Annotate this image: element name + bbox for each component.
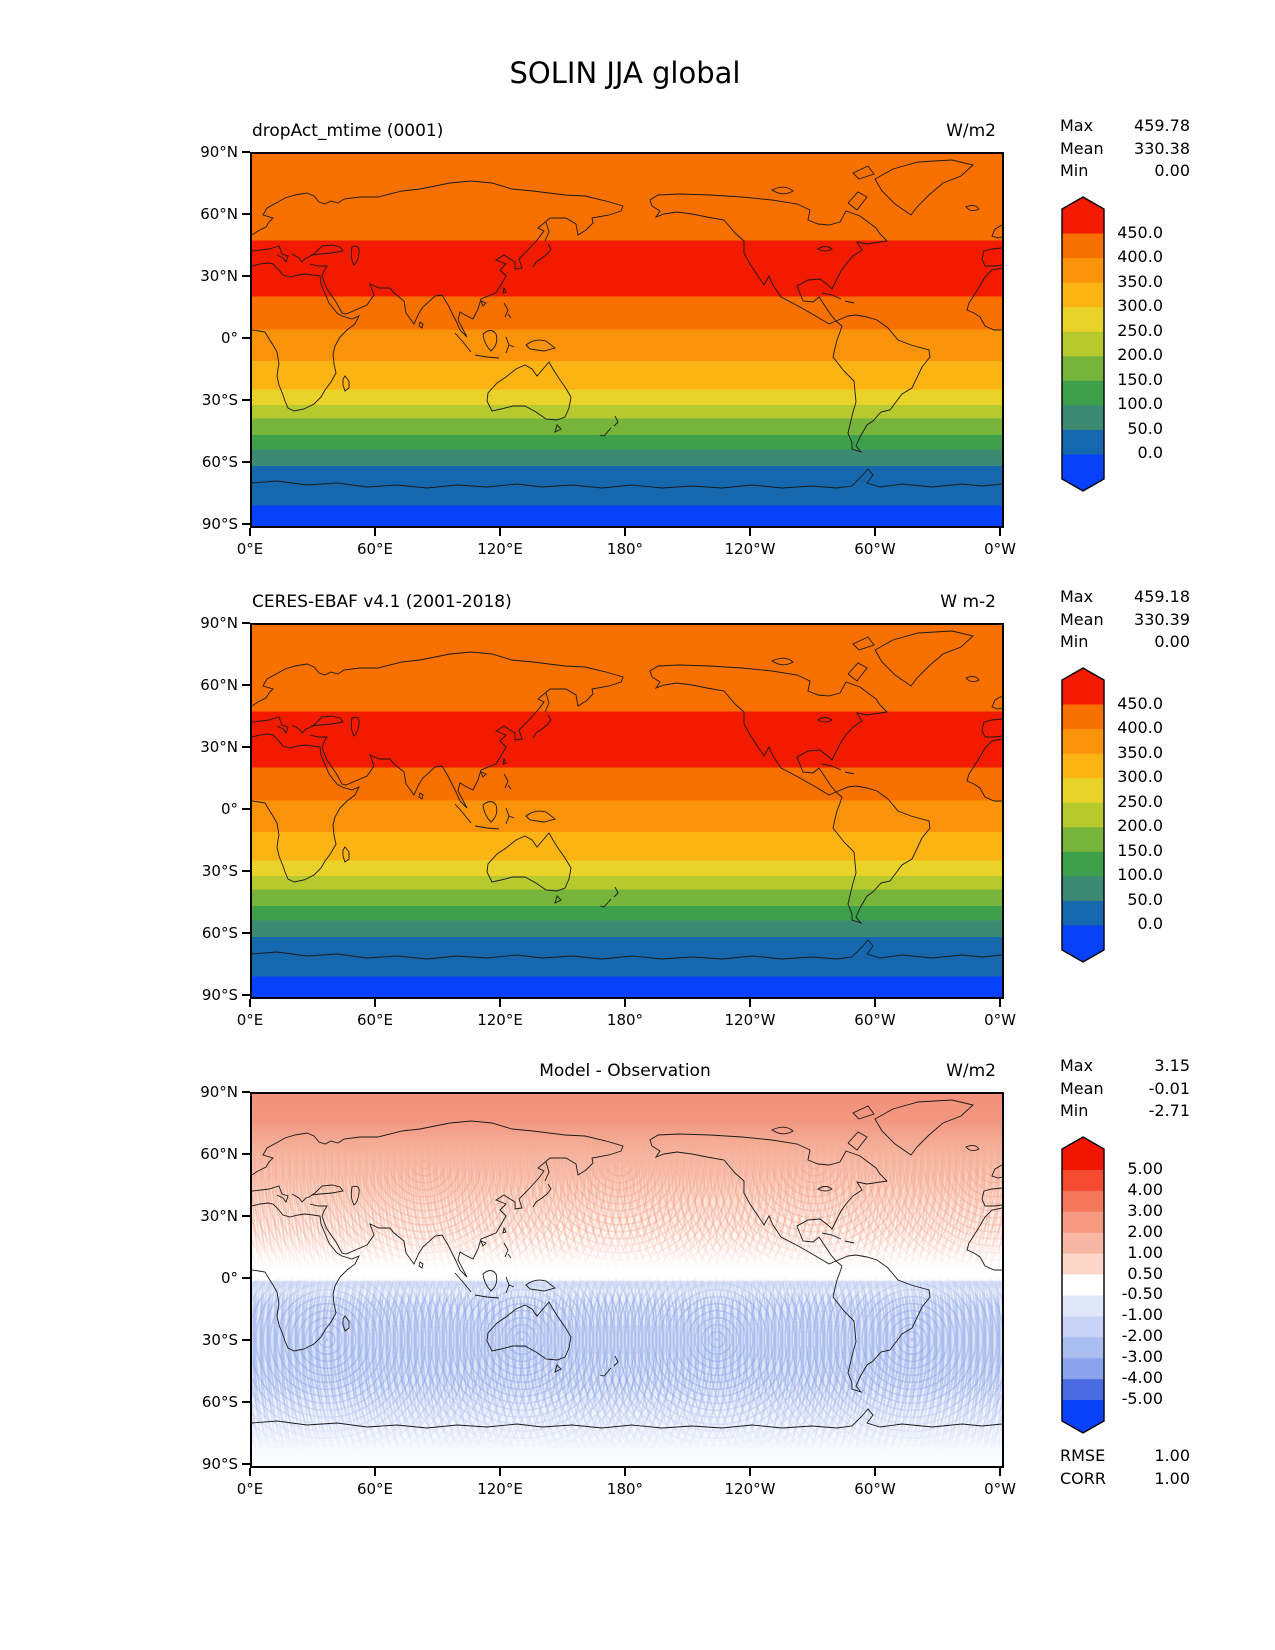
y-tick-label: 90°S [201,1455,238,1473]
y-tick [242,1339,250,1341]
stat-row [1060,138,1190,161]
y-tick-label: 30°S [201,1331,238,1349]
x-tick-label: 120°W [724,1011,776,1029]
colorbar-tick-label: -4.00 [1121,1368,1163,1388]
x-tick-label: 0°W [984,540,1016,558]
stat-row [1060,1055,1190,1078]
x-tick [499,1468,501,1476]
x-tick-label: 60°W [854,1011,896,1029]
stat-label: CORR [1060,1469,1106,1488]
x-tick-label: 0°E [236,1011,264,1029]
stat-value: 459.18 [1134,587,1190,606]
colorbar-tick-label: 250.0 [1117,320,1163,340]
x-tick [499,999,501,1007]
x-tick-label: 60°E [356,1011,394,1029]
y-tick-label: 30°S [201,862,238,880]
y-tick [242,1463,250,1465]
x-tick [249,999,251,1007]
y-tick [242,622,250,624]
colorbar-tick-label: 4.00 [1127,1179,1163,1199]
panel-title: dropAct_mtime (0001) [252,121,444,141]
x-tick-label: 0°E [236,1480,264,1498]
y-tick [242,808,250,810]
stat-label: Mean [1060,609,1104,629]
coastlines [252,625,1002,997]
colorbar-tick-label: 0.0 [1137,443,1163,463]
y-tick-label: 30°N [200,738,238,756]
colorbar-tick-label: -1.00 [1121,1305,1163,1325]
y-tick-label: 0° [220,800,238,818]
x-tick-label: 120°W [724,540,776,558]
colorbar-tick-label: 250.0 [1117,791,1163,811]
x-tick-label: 120°E [477,540,523,558]
x-tick-label: 60°W [854,540,896,558]
y-tick-label: 30°N [200,267,238,285]
y-tick-label: 90°S [201,986,238,1004]
x-tick [999,528,1001,536]
y-tick-label: 30°N [200,1207,238,1225]
x-tick [624,1468,626,1476]
x-tick [249,528,251,536]
stats-block [1060,115,1190,183]
colorbar-tick-label: 0.0 [1137,914,1163,934]
stat-label: RMSE [1060,1446,1106,1465]
stat-label: Min [1060,161,1089,180]
x-tick [374,528,376,536]
x-tick-label: 180° [606,540,644,558]
rmse-corr-block [1060,1444,1190,1490]
stat-value: -2.71 [1148,1101,1190,1120]
y-tick-label: 60°N [200,205,238,223]
x-tick [999,999,1001,1007]
x-tick [999,1468,1001,1476]
stat-value: 0.00 [1154,161,1190,180]
map-canvas [250,623,1004,999]
y-tick-label: 60°N [200,1145,238,1163]
stat-label: Min [1060,1101,1089,1120]
colorbar-tick-label: -2.00 [1121,1326,1163,1346]
x-tick-label: 180° [606,1011,644,1029]
colorbar-tick-label: 200.0 [1117,816,1163,836]
x-tick [749,1468,751,1476]
stat-row [1060,1467,1190,1490]
colorbar-tick-label: 5.00 [1127,1158,1163,1178]
x-tick [749,528,751,536]
stat-row [1060,160,1190,183]
y-tick [242,399,250,401]
colorbar-tick-label: 50.0 [1127,889,1163,909]
x-tick-label: 60°W [854,1480,896,1498]
units-label: W/m2 [946,121,996,141]
y-tick [242,1153,250,1155]
x-tick-label: 120°E [477,1011,523,1029]
y-tick [242,1277,250,1279]
y-tick-label: 60°N [200,676,238,694]
stat-value: -0.01 [1148,1078,1190,1098]
units-label: W m-2 [940,592,996,612]
x-tick [374,1468,376,1476]
colorbar-tick-label: 150.0 [1117,369,1163,389]
colorbar-tick-label: -5.00 [1121,1389,1163,1409]
map-canvas [250,152,1004,528]
x-tick [874,1468,876,1476]
y-tick [242,337,250,339]
y-tick-label: 60°S [201,924,238,942]
colorbar-tick-label: 350.0 [1117,271,1163,291]
x-tick-label: 180° [606,1480,644,1498]
y-tick-label: 90°N [200,614,238,632]
y-tick-label: 0° [220,329,238,347]
colorbar [1061,1136,1105,1438]
colorbar-tick-label: 50.0 [1127,418,1163,438]
y-tick [242,461,250,463]
stat-label: Min [1060,632,1089,651]
coastlines [252,1094,1002,1466]
y-tick-label: 60°S [201,453,238,471]
stat-row [1060,1444,1190,1467]
stat-label: Max [1060,116,1094,135]
colorbar [1061,667,1105,967]
x-tick [874,999,876,1007]
x-tick-label: 60°E [356,540,394,558]
stat-row [1060,586,1190,609]
colorbar-tick-label: 2.00 [1127,1221,1163,1241]
x-tick-label: 0°E [236,540,264,558]
x-tick-label: 120°W [724,1480,776,1498]
x-tick [249,1468,251,1476]
units-label: W/m2 [946,1061,996,1081]
y-tick [242,684,250,686]
y-tick [242,932,250,934]
panel-difference [0,1056,1275,1562]
stat-value: 1.00 [1154,1446,1190,1465]
y-tick [242,1401,250,1403]
stat-label: Max [1060,1056,1094,1075]
stats-block [1060,1055,1190,1123]
panel-title: Model - Observation [539,1061,711,1081]
stat-value: 330.38 [1134,138,1190,158]
stat-value: 0.00 [1154,632,1190,651]
colorbar-tick-label: 1.00 [1127,1242,1163,1262]
y-tick-label: 60°S [201,1393,238,1411]
stat-label: Mean [1060,1078,1104,1098]
colorbar [1061,196,1105,496]
y-tick-label: 90°S [201,515,238,533]
panel-observation [0,587,1275,1093]
x-tick [499,528,501,536]
y-tick-label: 90°N [200,143,238,161]
x-tick [624,528,626,536]
map-canvas [250,1092,1004,1468]
stat-label: Max [1060,587,1094,606]
stats-block [1060,586,1190,654]
y-tick [242,523,250,525]
stat-row [1060,1078,1190,1101]
colorbar-tick-label: 450.0 [1117,693,1163,713]
x-tick [374,999,376,1007]
stat-value: 1.00 [1154,1469,1190,1488]
colorbar-tick-label: 300.0 [1117,296,1163,316]
stat-row [1060,631,1190,654]
stat-row [1060,115,1190,138]
x-tick-label: 0°W [984,1011,1016,1029]
colorbar-tick-label: 400.0 [1117,247,1163,267]
x-tick [749,999,751,1007]
colorbar-tick-label: -3.00 [1121,1347,1163,1367]
panel-model [0,116,1275,622]
stat-label: Mean [1060,138,1104,158]
stat-value: 330.39 [1134,609,1190,629]
colorbar-tick-label: 400.0 [1117,718,1163,738]
panel-title: CERES-EBAF v4.1 (2001-2018) [252,592,512,612]
y-tick [242,1091,250,1093]
x-tick-label: 0°W [984,1480,1016,1498]
colorbar-tick-label: 3.00 [1127,1200,1163,1220]
y-tick [242,1215,250,1217]
colorbar-tick-label: 450.0 [1117,222,1163,242]
y-tick [242,213,250,215]
y-tick-label: 0° [220,1269,238,1287]
stat-value: 3.15 [1154,1056,1190,1075]
y-tick-label: 90°N [200,1083,238,1101]
y-tick-label: 30°S [201,391,238,409]
y-tick [242,746,250,748]
colorbar-tick-label: 0.50 [1127,1263,1163,1283]
stat-row [1060,609,1190,632]
figure-title: SOLIN JJA global [509,56,741,90]
y-tick [242,151,250,153]
x-tick [624,999,626,1007]
stat-value: 459.78 [1134,116,1190,135]
coastlines [252,154,1002,526]
colorbar-tick-label: 300.0 [1117,767,1163,787]
x-tick-label: 60°E [356,1480,394,1498]
colorbar-tick-label: -0.50 [1121,1284,1163,1304]
x-tick [874,528,876,536]
colorbar-tick-label: 150.0 [1117,840,1163,860]
colorbar-tick-label: 350.0 [1117,742,1163,762]
y-tick [242,870,250,872]
stat-row [1060,1100,1190,1123]
x-tick-label: 120°E [477,1480,523,1498]
colorbar-tick-label: 200.0 [1117,345,1163,365]
y-tick [242,275,250,277]
colorbar-tick-label: 100.0 [1117,394,1163,414]
y-tick [242,994,250,996]
colorbar-tick-label: 100.0 [1117,865,1163,885]
